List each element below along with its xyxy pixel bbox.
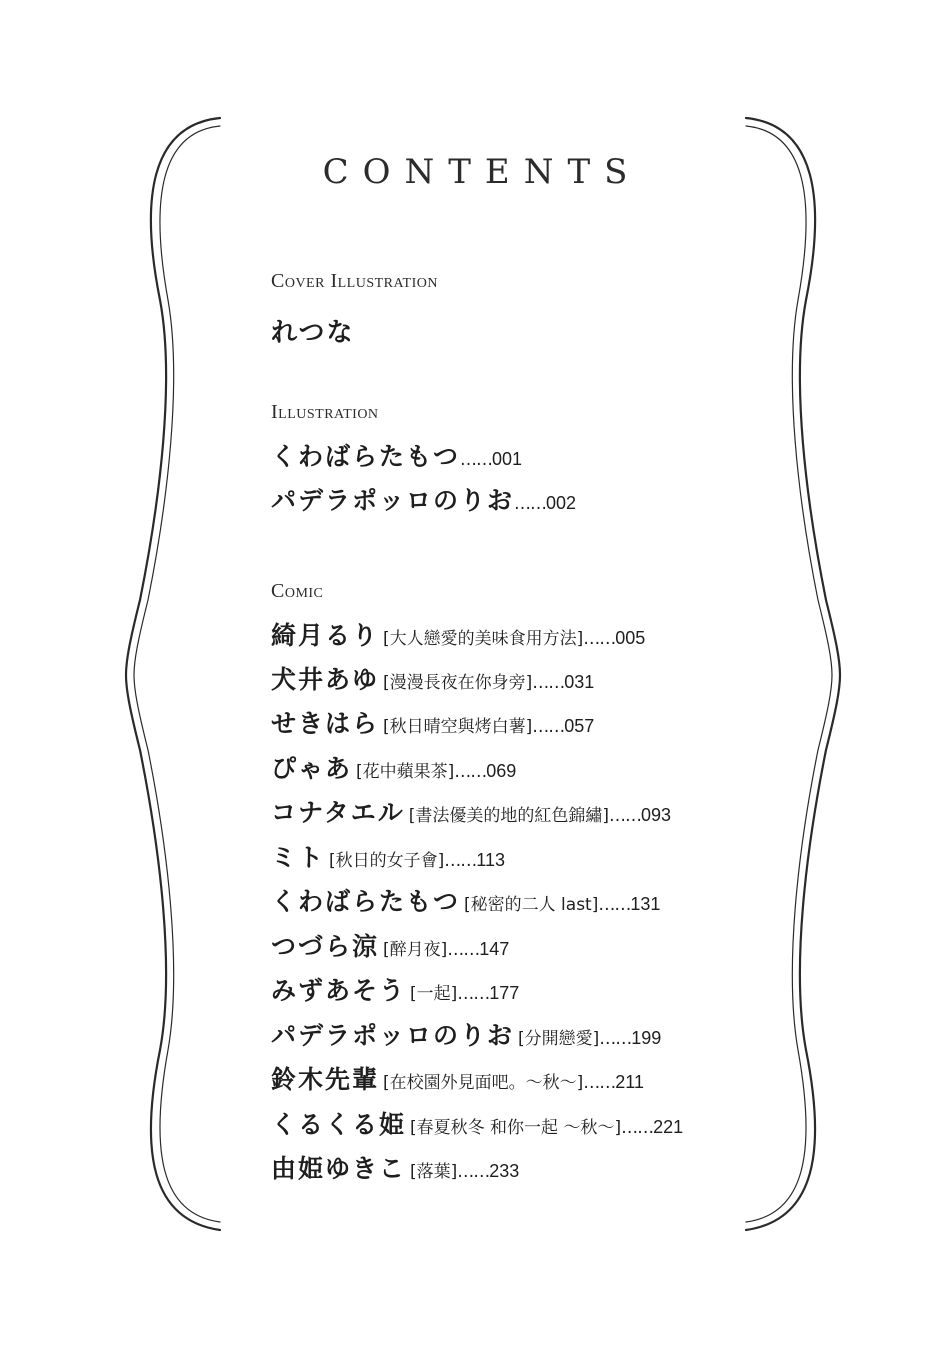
entry-work-title: [秋日的女子會] [329, 851, 445, 871]
comic-entry [271, 623, 645, 648]
entry-dots: …… [514, 494, 547, 514]
entry-author: パデラポッロのりお [271, 1021, 515, 1050]
entry-page: 177 [489, 983, 520, 1003]
entry-page: 233 [489, 1161, 520, 1181]
comic-entry [271, 934, 509, 959]
entry-author: くわばらたもつ [271, 887, 461, 916]
entry-author: パデラポッロのりお [271, 486, 515, 515]
entry-author: コナタエル [271, 798, 405, 827]
entry-work-title: [落葉] [410, 1162, 458, 1182]
comic-entry [271, 889, 660, 914]
entry-page: 005 [615, 628, 646, 648]
entry-page: 113 [476, 850, 505, 870]
comic-entry [271, 711, 594, 736]
entry-dots: …… [457, 1162, 490, 1182]
entry-dots: …… [583, 629, 616, 649]
entry-page: 057 [564, 716, 595, 736]
entry-author: ぴゃあ [271, 754, 353, 783]
entry-work-title: [秘密的二人 last] [464, 895, 599, 915]
entry-author: 犬井あゆ [271, 665, 380, 694]
entry-page: 211 [615, 1072, 644, 1092]
comic-entry [271, 1156, 519, 1181]
entry-work-title: [書法優美的地的紅色錦繡] [408, 806, 610, 826]
entry-page: 131 [630, 894, 661, 914]
entry-dots: …… [457, 984, 490, 1004]
entry-dots: …… [609, 806, 642, 826]
comic-entry [271, 800, 671, 825]
entry-author: 綺月るり [271, 621, 380, 650]
illustration-entry [271, 488, 576, 513]
comic-entry [271, 667, 594, 692]
comic-entry [271, 1023, 661, 1048]
entry-work-title: [春夏秋冬 和你一起 ～秋～] [410, 1118, 622, 1138]
entry-work-title: [一起] [410, 984, 458, 1004]
section-illustration: Illustration [271, 401, 379, 423]
section-comic: Comic [271, 580, 324, 602]
entry-dots: …… [599, 1029, 632, 1049]
entry-author: みずあそう [271, 976, 407, 1005]
entry-dots: …… [447, 940, 480, 960]
entry-author: 鈴木先輩 [271, 1065, 380, 1094]
entry-page: 147 [479, 939, 510, 959]
entry-author: つづら涼 [271, 932, 380, 961]
comic-entry [271, 845, 505, 870]
entry-work-title: [花中蘋果茶] [356, 762, 455, 782]
entry-author: 由姫ゆきこ [271, 1154, 407, 1183]
entry-dots: …… [454, 762, 487, 782]
entry-author: ミト [271, 843, 326, 872]
entry-author: せきはら [271, 709, 380, 738]
comic-entry [271, 756, 516, 781]
cover-artist: れつな [271, 318, 355, 348]
entry-author: くるくる姫 [271, 1110, 407, 1139]
illustration-entry [271, 444, 522, 469]
entry-page: 001 [492, 449, 523, 469]
entry-work-title: [秋日晴空與烤白薯] [383, 717, 533, 737]
entry-dots: …… [532, 717, 565, 737]
entry-page: 199 [631, 1028, 662, 1048]
entry-dots: …… [532, 673, 565, 693]
entry-page: 069 [486, 761, 517, 781]
entry-work-title: [醉月夜] [383, 940, 448, 960]
section-cover-illustration: Cover Illustration [271, 270, 438, 292]
entry-page: 221 [653, 1117, 684, 1137]
entry-work-title: [大人戀愛的美味食用方法] [383, 629, 584, 649]
entry-dots: …… [444, 851, 477, 871]
entry-page: 093 [641, 805, 672, 825]
comic-entry [271, 1067, 644, 1092]
entry-dots: …… [460, 450, 493, 470]
comic-entry [271, 978, 519, 1003]
entry-work-title: [在校園外見面吧。～秋～] [383, 1073, 584, 1093]
comic-entry [271, 1112, 683, 1137]
entry-dots: …… [621, 1118, 654, 1138]
entry-dots: …… [583, 1073, 616, 1093]
entry-page: 002 [546, 493, 577, 513]
entry-work-title: [分開戀愛] [518, 1029, 600, 1049]
entry-dots: …… [598, 895, 631, 915]
entry-author: くわばらたもつ [271, 442, 461, 471]
page-title: CONTENTS [322, 152, 642, 192]
entry-work-title: [漫漫長夜在你身旁] [383, 673, 533, 693]
entry-page: 031 [564, 672, 595, 692]
